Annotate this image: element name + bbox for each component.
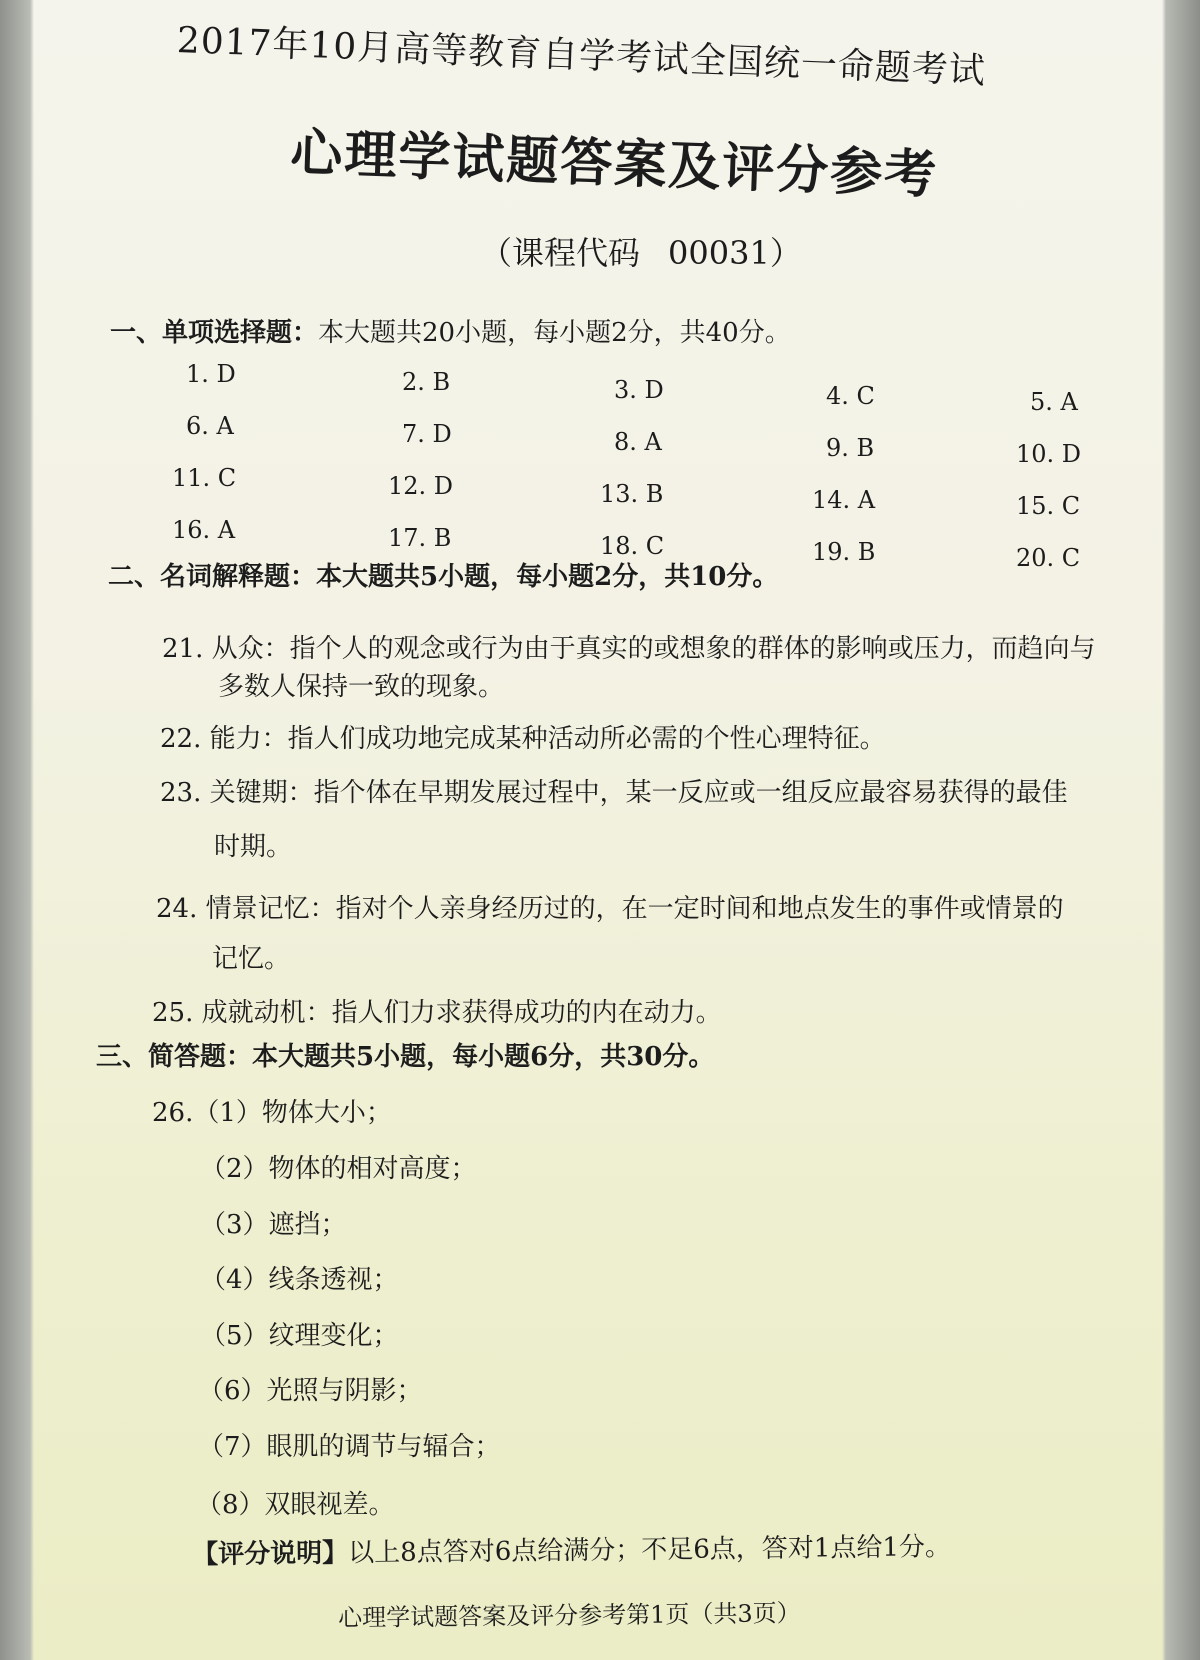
answer-point: （8）双眼视差。 xyxy=(196,1490,395,1520)
section1-title: 一、单项选择题： xyxy=(110,318,319,348)
choice-answer: 15. C xyxy=(1016,492,1081,520)
choice-answer: 16. A xyxy=(172,516,236,544)
choice-answer: 20. C xyxy=(1016,544,1081,572)
choice-answer: 18. C xyxy=(600,532,665,560)
answer-point: （7）眼肌的调节与辐合； xyxy=(198,1432,501,1462)
choice-answer: 1. D xyxy=(186,360,236,388)
section3-heading xyxy=(96,1036,714,1073)
choice-answer: 2. B xyxy=(402,368,451,396)
choice-answer: 17. B xyxy=(388,524,452,552)
choice-answer: 9. B xyxy=(826,434,875,462)
section2-heading xyxy=(108,556,778,593)
definition-line: 25. 成就动机：指人们力求获得成功的内在动力。 xyxy=(152,998,722,1028)
section1-heading xyxy=(110,312,791,349)
choice-answer: 14. A xyxy=(812,486,876,514)
choice-answer: 4. C xyxy=(826,382,875,410)
choice-answer: 7. D xyxy=(402,420,452,448)
answer-point: （3）遮挡； xyxy=(200,1210,347,1240)
choice-answer: 11. C xyxy=(172,464,237,492)
answer-point: （5）纹理变化； xyxy=(200,1321,399,1351)
definition-line: 22. 能力：指人们成功地完成某种活动所必需的个性心理特征。 xyxy=(160,724,886,754)
scoring-note-label: 【评分说明】 xyxy=(192,1538,349,1570)
answer-point: 26.（1）物体大小； xyxy=(152,1098,392,1128)
choice-answer: 8. A xyxy=(614,428,662,456)
choice-answer: 12. D xyxy=(388,472,454,500)
answer-point: （4）线条透视； xyxy=(200,1265,399,1295)
choice-answer: 3. D xyxy=(614,376,664,404)
section2-desc: 本大题共5小题，每小题2分，共10分。 xyxy=(316,562,779,592)
answer-point: （2）物体的相对高度； xyxy=(200,1154,477,1184)
definition-line: 时期。 xyxy=(214,832,293,862)
section1-desc: 本大题共20小题，每小题2分，共40分。 xyxy=(318,318,791,348)
choice-answer: 5. A xyxy=(1030,388,1078,416)
page-footer: 心理学试题答案及评分参考第1页（共3页） xyxy=(338,1599,801,1632)
definition-line: 21. 从众：指个人的观念或行为由于真实的或想象的群体的影响或压力，而趋向与 xyxy=(162,634,1096,664)
section3-title: 三、简答题： xyxy=(96,1042,253,1072)
choice-answer: 6. A xyxy=(186,412,234,440)
section3-desc: 本大题共5小题，每小题6分，共30分。 xyxy=(252,1042,715,1072)
course-code-label: （课程代码 xyxy=(480,234,641,272)
document-title: 心理学试题答案及评分参考 xyxy=(289,121,940,206)
exam-title: 2017年10月高等教育自学考试全国统一命题考试 xyxy=(176,19,987,93)
answer-point: （6）光照与阴影； xyxy=(198,1376,423,1406)
definition-line: 记忆。 xyxy=(212,944,291,974)
scoring-note xyxy=(192,1526,951,1571)
scoring-note-text: 以上8点答对6点给满分；不足6点，答对1点给1分。 xyxy=(348,1532,952,1569)
choice-answer: 19. B xyxy=(812,538,876,566)
section2-title: 二、名词解释题： xyxy=(108,562,317,592)
definition-line: 多数人保持一致的现象。 xyxy=(218,672,505,702)
course-code xyxy=(480,228,802,274)
choice-answer: 10. D xyxy=(1016,440,1082,468)
definition-line: 24. 情景记忆：指对个人亲身经历过的，在一定时间和地点发生的事件或情景的 xyxy=(156,894,1064,924)
choice-answer: 13. B xyxy=(600,480,664,508)
course-code-value: 00031） xyxy=(668,234,802,272)
definition-line: 23. 关键期：指个体在早期发展过程中，某一反应或一组反应最容易获得的最佳 xyxy=(160,778,1068,808)
